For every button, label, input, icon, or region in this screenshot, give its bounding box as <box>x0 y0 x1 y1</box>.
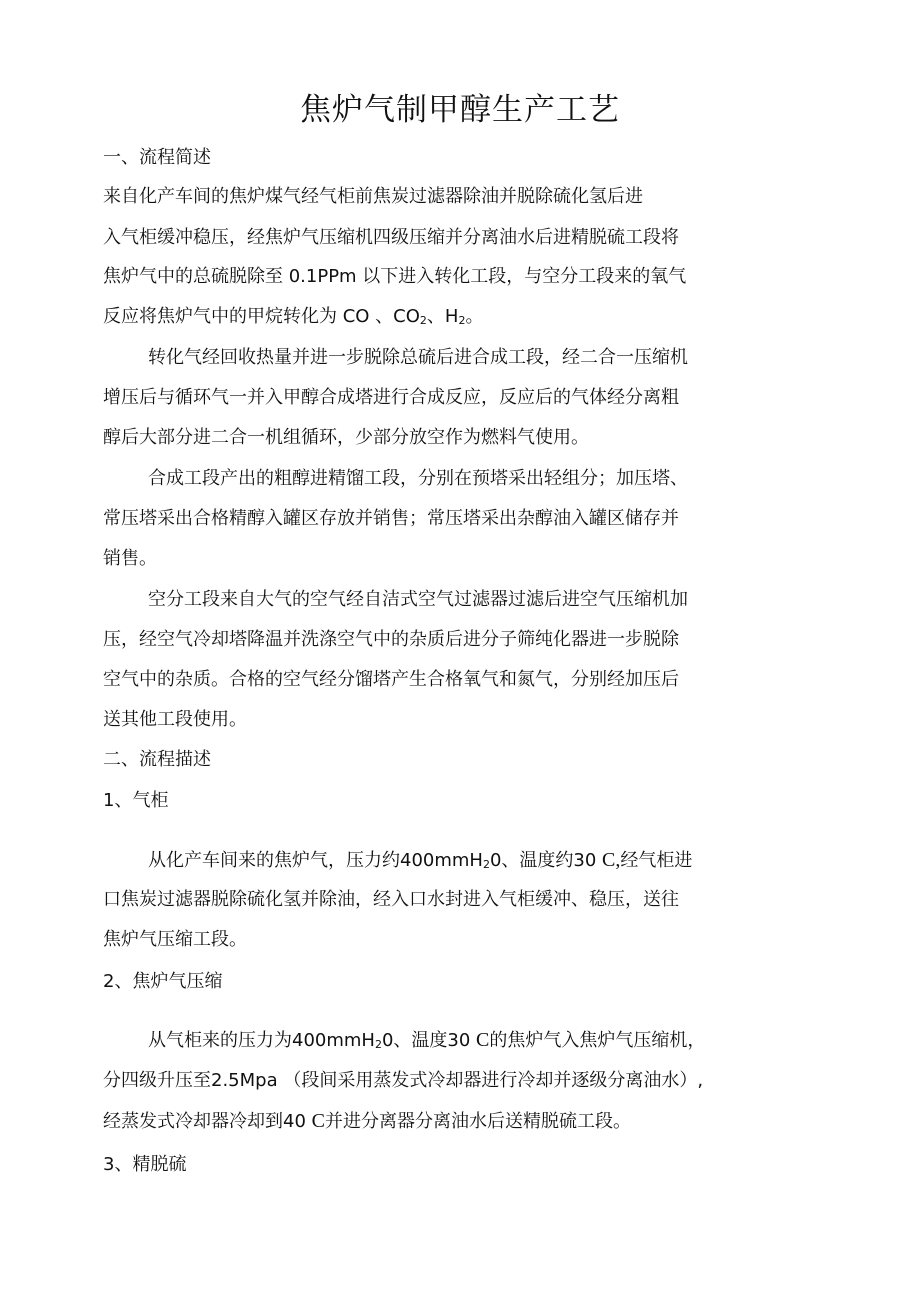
text-line: 增压后与循环气一并入甲醇合成塔进行合成反应，反应后的气体经分离粗 <box>103 387 679 408</box>
section-heading: 二、流程描述 <box>103 749 211 770</box>
text-line: 压，经空气冷却塔降温并洗涤空气中的杂质后进分子筛纯化器进一步脱除 <box>103 629 679 650</box>
text-line: 焦炉气中的总硫脱除至 0.1PPm 以下进入转化工段，与空分工段来的氧气 <box>103 266 687 287</box>
subsection-heading: 1、气柜 <box>103 790 169 811</box>
text-line: 反应将焦炉气中的甲烷转化为 CO 、$CO_2$、$H_2$。 <box>103 306 484 327</box>
text-line: 醇后大部分进二合一机组循环，少部分放空作为燃料气使用。 <box>103 427 589 448</box>
text-line: 送其他工段使用。 <box>103 709 247 730</box>
text-line: 入气柜缓冲稳压，经焦炉气压缩机四级压缩并分离油水后进精脱硫工段将 <box>103 227 679 248</box>
text-line: 销售。 <box>103 548 157 569</box>
subsection-heading: 3、精脱硫 <box>103 1154 187 1175</box>
text-line: 从化产车间来的焦炉气，压力约400mmH$_2$0、温度约30 C,经气柜进 <box>148 849 693 871</box>
text-line: 空气中的杂质。合格的空气经分馏塔产生合格氧气和氮气，分别经加压后 <box>103 669 679 690</box>
text-line: 分四级升压至2.5Mpa （段间采用蒸发式冷却器进行冷却并逐级分离油水）, <box>103 1070 704 1091</box>
text-line: 从气柜来的压力为400mmH$_2$0、温度30 C的焦炉气入焦炉气压缩机， <box>148 1029 706 1051</box>
text-line: 合成工段产出的粗醇进精馏工段，分别在预塔采出轻组分；加压塔、 <box>148 468 688 489</box>
subsection-heading: 2、焦炉气压缩 <box>103 971 223 992</box>
text-line: 常压塔采出合格精醇入罐区存放并销售；常压塔采出杂醇油入罐区储存并 <box>103 508 679 529</box>
text-line: 口焦炭过滤器脱除硫化氢并除油，经入口水封进入气柜缓冲、稳压，送往 <box>103 889 679 910</box>
text-line: 转化气经回收热量并进一步脱除总硫后进合成工段，经二合一压缩机 <box>148 347 688 368</box>
text-line: 空分工段来自大气的空气经自洁式空气过滤器过滤后进空气压缩机加 <box>148 589 688 610</box>
text-line: 经蒸发式冷却器冷却到40 C并进分离器分离油水后送精脱硫工段。 <box>103 1110 631 1132</box>
document-title: 焦炉气制甲醇生产工艺 <box>300 92 620 128</box>
text-line: 来自化产车间的焦炉煤气经气柜前焦炭过滤器除油并脱除硫化氢后进 <box>103 186 643 207</box>
text-line: 焦炉气压缩工段。 <box>103 929 247 950</box>
section-heading: 一、流程简述 <box>103 147 211 168</box>
